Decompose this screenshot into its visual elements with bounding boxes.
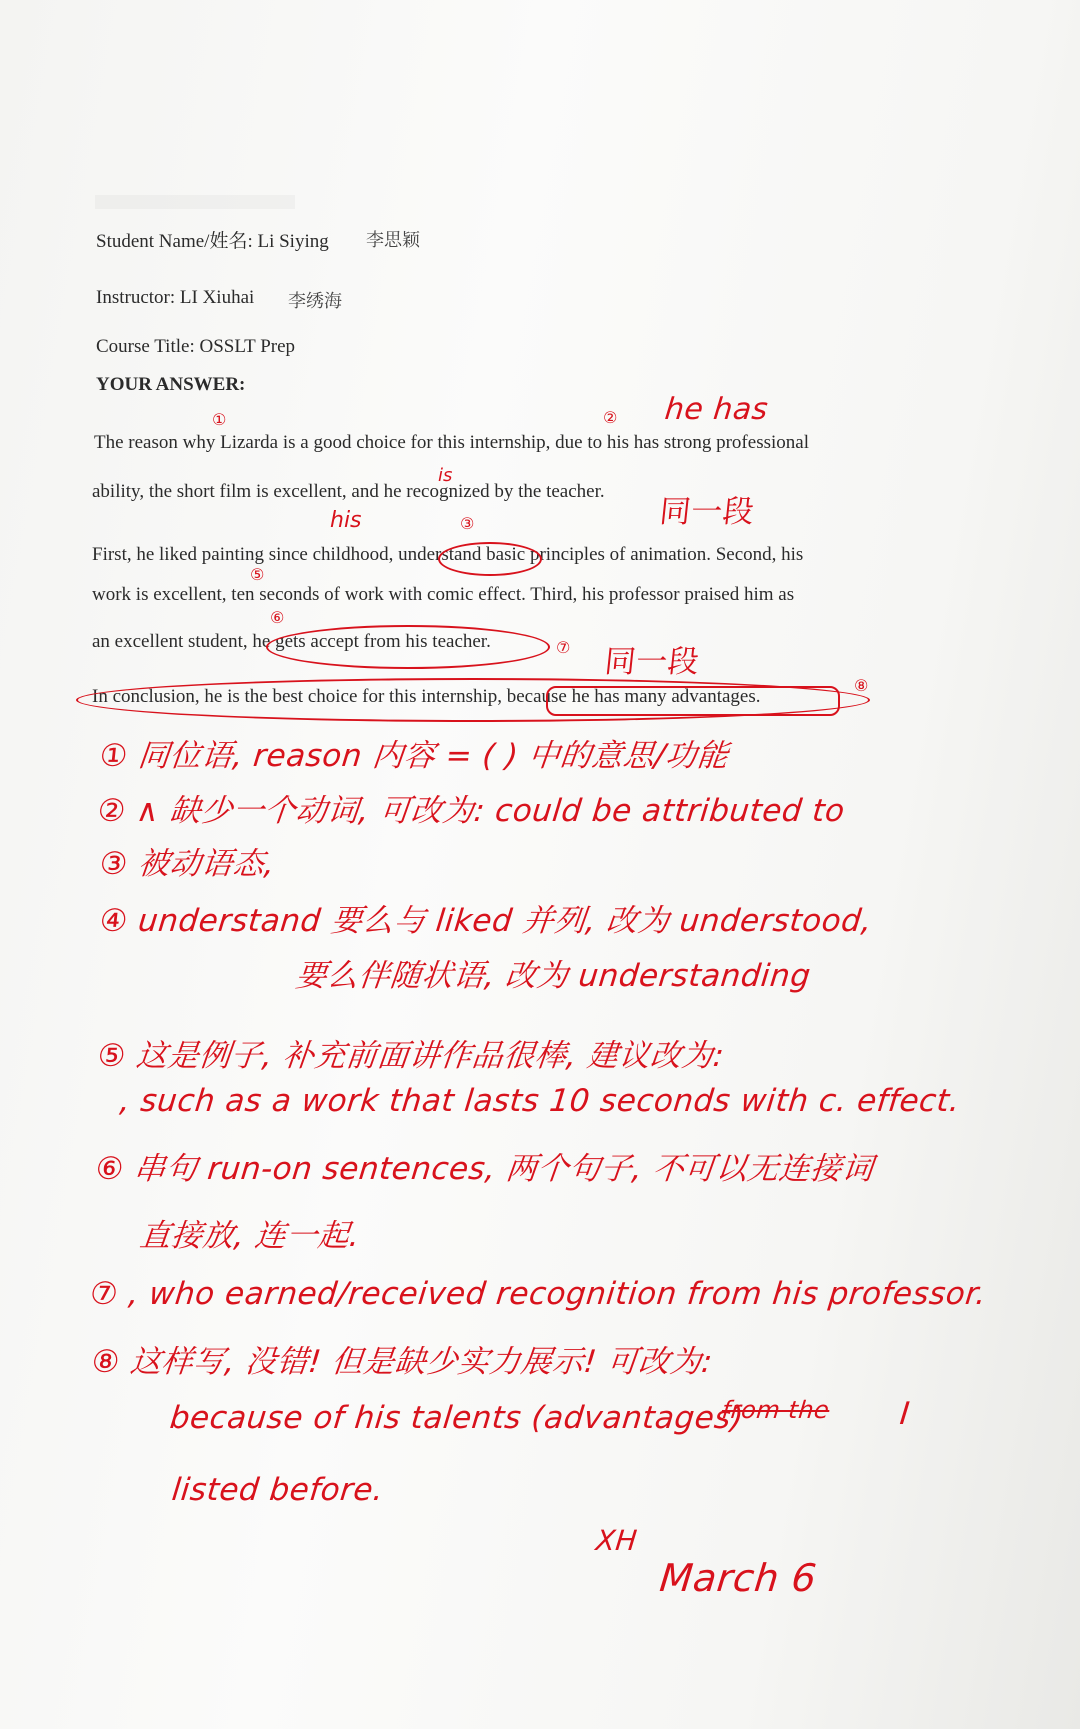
student-name-handwritten: 李思颖 [366,230,420,251]
note-8-i: I [898,1396,912,1432]
circle-understand [438,542,542,576]
note-2: ② ∧ 缺少一个动词, 可改为: could be attributed to [95,793,847,829]
correction-his: his [330,508,362,533]
note-6-cont: 直接放, 连一起. [137,1218,362,1254]
marker-7: ⑦ [556,638,571,657]
essay-line-6: In conclusion, he is the best choice for this internship, because he has many advantages. [92,686,761,707]
note-5-cont: , such as a work that lasts 10 seconds with c. effect. [118,1083,962,1119]
note-1: ① 同位语, reason 内容 = ( ) 中的意思/功能 [97,738,731,774]
essay-line-2: ability, the short film is excellent, and he recognized by the teacher. [92,481,605,502]
correction-he-has: he has [663,392,770,427]
note-5: ⑤ 这是例子, 补充前面讲作品很棒, 建议改为: [95,1038,727,1074]
correction-is: is [438,465,453,486]
note-same-paragraph-2: 同一段 [602,644,702,680]
course-title: Course Title: OSSLT Prep [96,336,296,357]
instructor-handwritten: 李绣海 [288,291,342,312]
signature-date: March 6 [657,1556,819,1600]
your-answer-heading: YOUR ANSWER: [96,374,246,395]
note-same-paragraph-1: 同一段 [657,494,757,530]
faded-print-shadow [95,195,295,209]
student-name: Student Name/姓名: Li Siying [96,231,329,252]
note-6: ⑥ 串句 run-on sentences, 两个句子, 不可以无连接词 [93,1151,876,1187]
essay-line-4: work is excellent, ten seconds of work with comic effect. Third, his professor praised him as [92,584,795,605]
circle-because [546,686,840,716]
marker-8: ⑧ [854,676,869,695]
essay-line-5: an excellent student, he gets accept from his teacher. [92,631,491,652]
essay-line-1: The reason why Lizarda is a good choice for this internship, due to his has strong professional [94,432,809,453]
marker-6: ⑥ [270,608,285,627]
marker-2: ② [603,408,618,427]
note-8: ⑧ 这样写, 没错! 但是缺少实力展示! 可改为: [89,1344,715,1380]
signature-initials: XH [594,1524,639,1557]
marker-5: ⑤ [250,565,265,584]
note-4: ④ understand 要么与 liked 并列, 改为 understood, [97,903,874,939]
circle-run-on [266,625,550,669]
marker-1: ① [212,410,227,429]
instructor: Instructor: LI Xiuhai [96,287,255,308]
note-8-end: listed before. [170,1472,386,1508]
note-7: ⑦ , who earned/received recognition from his professor. [88,1276,989,1312]
note-8-struck: from the [720,1396,831,1424]
note-4-cont: 要么伴随状语, 改为 understanding [293,958,813,994]
note-3: ③ 被动语态, [97,846,277,882]
note-8-cont: because of his talents (advantages) [168,1400,746,1436]
essay-line-3: First, he liked painting since childhood, understand basic principles of animation. Second, his [92,544,804,565]
marker-3: ③ [460,514,475,533]
